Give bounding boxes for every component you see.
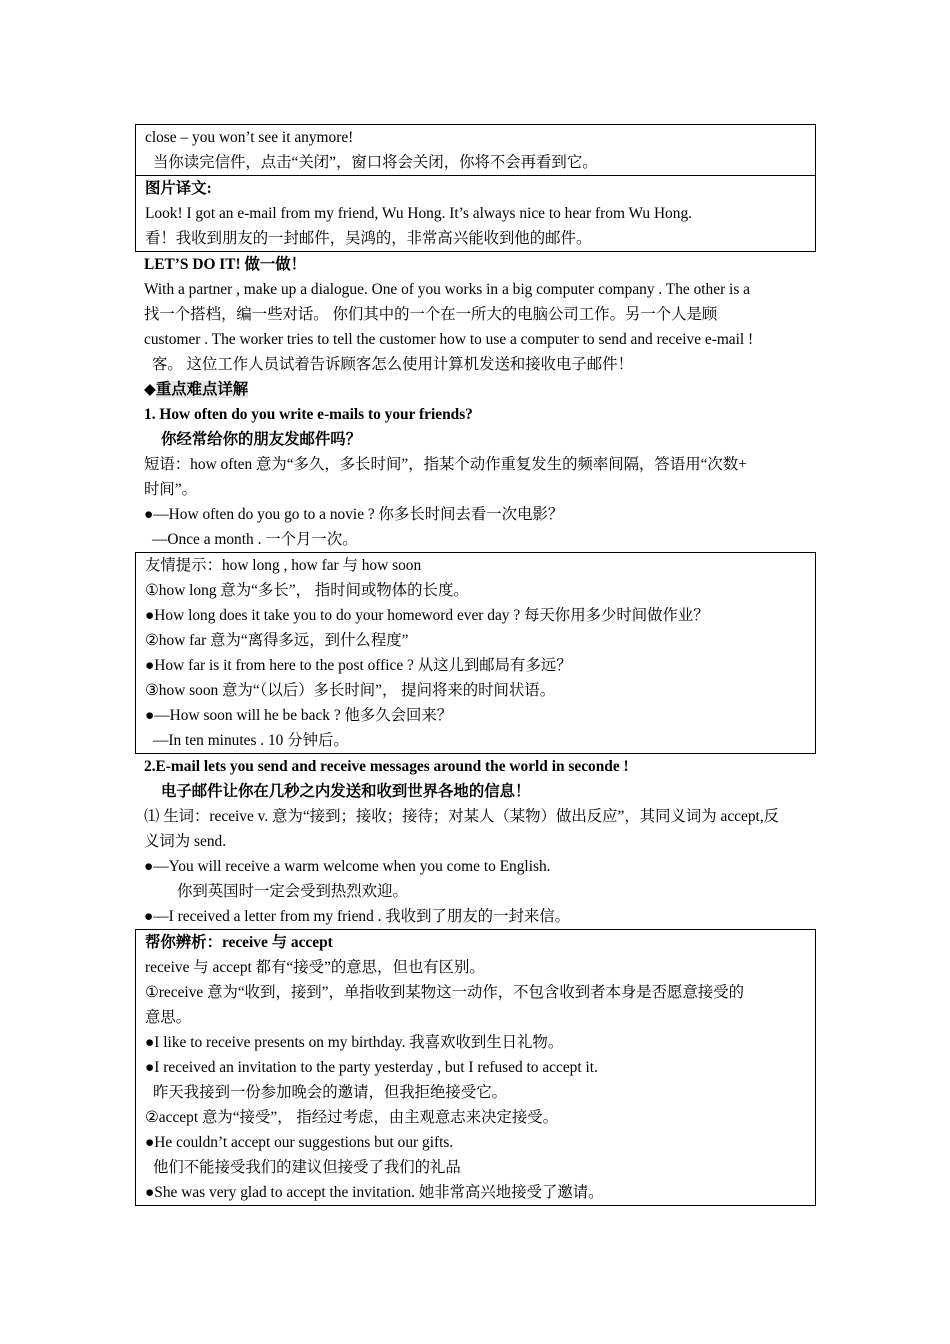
text-line: customer . The worker tries to tell the customer how to use a computer to send and receive e-mail !: [144, 331, 754, 348]
text-line: ①how long 意为“多长”， 指时间或物体的长度。: [145, 582, 469, 599]
text-line: ●How long does it take you to do your homeword ever day ? 每天你用多少时间做作业？: [145, 607, 709, 624]
text-line: ②how far 意为“离得多远，到什么程度”: [145, 632, 409, 649]
text-line: 看！我收到朋友的一封邮件，吴鸿的，非常高兴能收到他的邮件。: [145, 230, 592, 247]
text-line: With a partner , make up a dialogue. One of you works in a big computer company . The other is a: [144, 281, 750, 298]
question-translation: 你经常给你的朋友发邮件吗？: [161, 431, 362, 448]
text-line: ●—How soon will he be back ? 他多久会回来？: [145, 707, 453, 724]
key-points-label: 重点难点详解: [155, 381, 249, 398]
question-title: 1. How often do you write e-mails to your friends?: [144, 406, 473, 423]
text-line: —Once a month . 一个月一次。: [152, 531, 358, 548]
section-title: 图片译文:: [145, 180, 212, 197]
text-line: ●—You will receive a warm welcome when you come to English.: [144, 858, 551, 875]
text-line: ●I received an invitation to the party yesterday , but I refused to accept it.: [145, 1059, 598, 1076]
text-line: —In ten minutes . 10 分钟后。: [153, 732, 349, 749]
text-line: ③how soon 意为“（以后）多长时间”， 提问将来的时间状语。: [145, 682, 556, 699]
diamond-bullet-icon: ◆: [144, 381, 156, 398]
text-line: 客。 这位工作人员试着告诉顾客怎么使用计算机发送和接收电子邮件！: [152, 356, 633, 373]
text-line: 他们不能接受我们的建议但接受了我们的礼品: [153, 1159, 461, 1176]
tip-title: 友情提示：how long , how far 与 how soon: [145, 557, 422, 574]
text-line: close – you won’t see it anymore!: [145, 129, 354, 146]
text-box-close: [135, 124, 816, 176]
text-line: ①receive 意为“收到，接到”，单指收到某物这一动作，不包含收到者本身是否愿意接受的: [145, 984, 745, 1001]
text-line: ②accept 意为“接受”， 指经过考虑，由主观意志来决定接受。: [145, 1109, 559, 1126]
text-line: ●—I received a letter from my friend . 我收到了朋友的一封来信。: [144, 908, 571, 925]
question-translation: 电子邮件让你在几秒之内发送和收到世界各地的信息！: [161, 783, 531, 800]
text-line: 义词为 send.: [144, 833, 227, 850]
text-line: 找一个搭档，编一些对话。 你们其中的一个在一所大的电脑公司工作。另一个人是顾: [144, 306, 718, 323]
text-line: 短语：how often 意为“多久，多长时间”，指某个动作重复发生的频率间隔，答语用“次数+: [144, 456, 747, 473]
document-page: [135, 124, 816, 1206]
text-line: 昨天我接到一份参加晚会的邀请，但我拒绝接受它。: [153, 1084, 507, 1101]
key-points-heading: [135, 377, 816, 402]
section-title: LET’S DO IT! 做一做！: [144, 256, 307, 273]
text-box-picture-translation: [135, 176, 816, 252]
text-line: Look! I got an e-mail from my friend, Wu Hong. It’s always nice to hear from Wu Hong.: [145, 205, 692, 222]
tip-box: [135, 552, 816, 754]
text-line: ●—How often do you go to a novie ? 你多长时间去看一次电影？: [144, 506, 564, 523]
text-line: receive 与 accept 都有“接受”的意思，但也有区别。: [145, 959, 485, 976]
text-line: 你到英国时一定会受到热烈欢迎。: [177, 883, 408, 900]
text-line: ●He couldn’t accept our suggestions but our gifts.: [145, 1134, 454, 1151]
text-line: 意思。: [145, 1009, 192, 1026]
text-line: ●I like to receive presents on my birthday. 我喜欢收到生日礼物。: [145, 1034, 564, 1051]
text-line: 时间”。: [144, 481, 198, 498]
analysis-box: [135, 929, 816, 1206]
text-line: ●She was very glad to accept the invitation. 她非常高兴地接受了邀请。: [145, 1184, 604, 1201]
question-title: 2.E-mail lets you send and receive messages around the world in seconde !: [144, 758, 629, 775]
text-line: 当你读完信件，点击“关闭”，窗口将会关闭，你将不会再看到它。: [153, 154, 598, 171]
text-line: ⑴ 生词：receive v. 意为“接到；接收；接待；对某人（某物）做出反应”，其同义词为 accept,反: [144, 808, 780, 825]
text-line: ●How far is it from here to the post office ? 从这儿到邮局有多远？: [145, 657, 572, 674]
analysis-title: 帮你辨析：receive 与 accept: [145, 934, 333, 951]
